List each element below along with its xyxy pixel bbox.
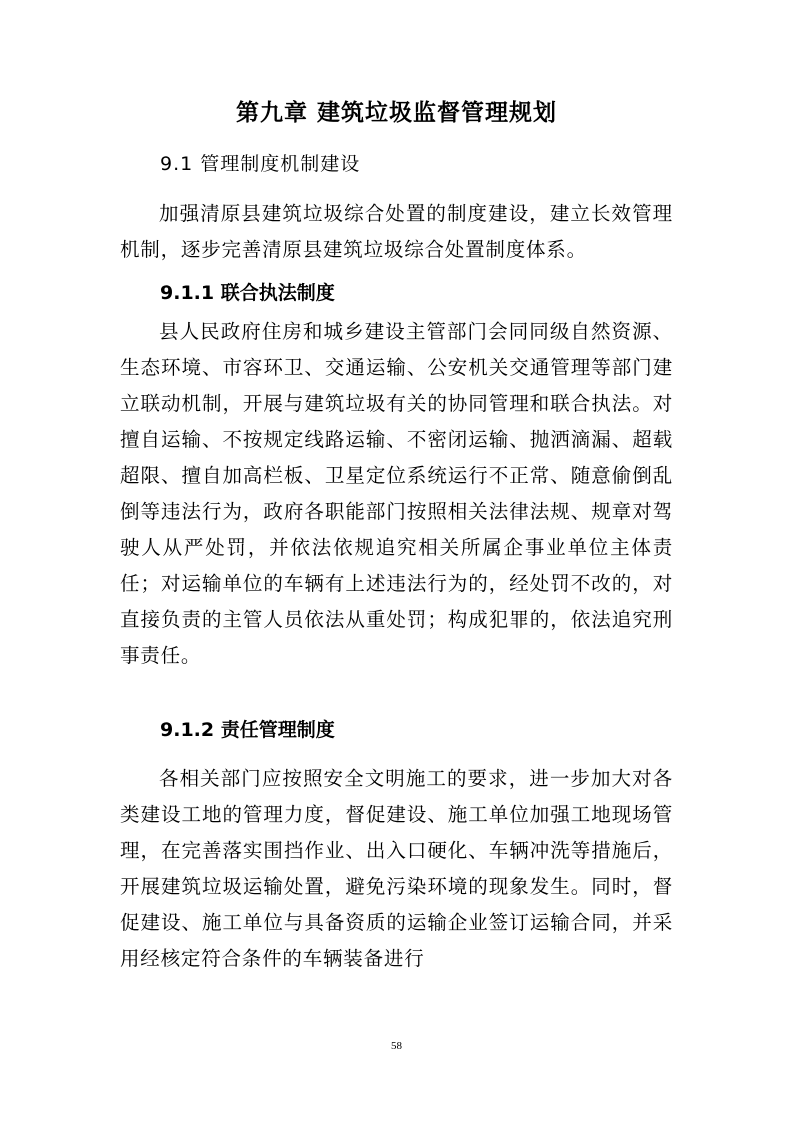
page-number: 58	[391, 1040, 402, 1052]
subsection-heading-joint-enforcement: 9.1.1 联合执法制度	[160, 282, 335, 304]
subsection-heading-responsibility: 9.1.2 责任管理制度	[160, 719, 335, 741]
joint-enforcement-paragraph: 县人民政府住房和城乡建设主管部门会同同级自然资源、生态环境、市容环卫、交通运输、公安机关交通管理等部门建立联动机制，开展与建筑垃圾有关的协同管理和联合执法。对擅自运输、不按规定线路运输、不密闭运输、抛洒滴漏、超载超限、擅自加高栏板、卫星定位系统运行不正常、随意偷倒乱倒等违法行为，政府各职能部门按照相关法律法规、规章对驾驶人从严处罚，并依法依规追究相关所属企事业单位主体责任；对运输单位的车辆有上述违法行为的，经处罚不改的，对直接负责的主管人员依法从重处罚；构成犯罪的，依法追究刑事责任。	[120, 320, 673, 667]
chapter-title: 第九章 建筑垃圾监督管理规划	[235, 100, 557, 126]
intro-paragraph: 加强清原县建筑垃圾综合处置的制度建设，建立长效管理机制，逐步完善清原县建筑垃圾综合处置制度体系。	[120, 202, 673, 261]
responsibility-paragraph: 各相关部门应按照安全文明施工的要求，进一步加大对各类建设工地的管理力度，督促建设、施工单位加强工地现场管理，在完善落实围挡作业、出入口硬化、车辆冲洗等措施后，开展建筑垃圾运输处置，避免污染环境的现象发生。同时，督促建设、施工单位与具备资质的运输企业签订运输合同，并采用经核定符合条件的车辆装备进行	[120, 767, 673, 970]
section-heading: 9.1 管理制度机制建设	[160, 153, 361, 175]
